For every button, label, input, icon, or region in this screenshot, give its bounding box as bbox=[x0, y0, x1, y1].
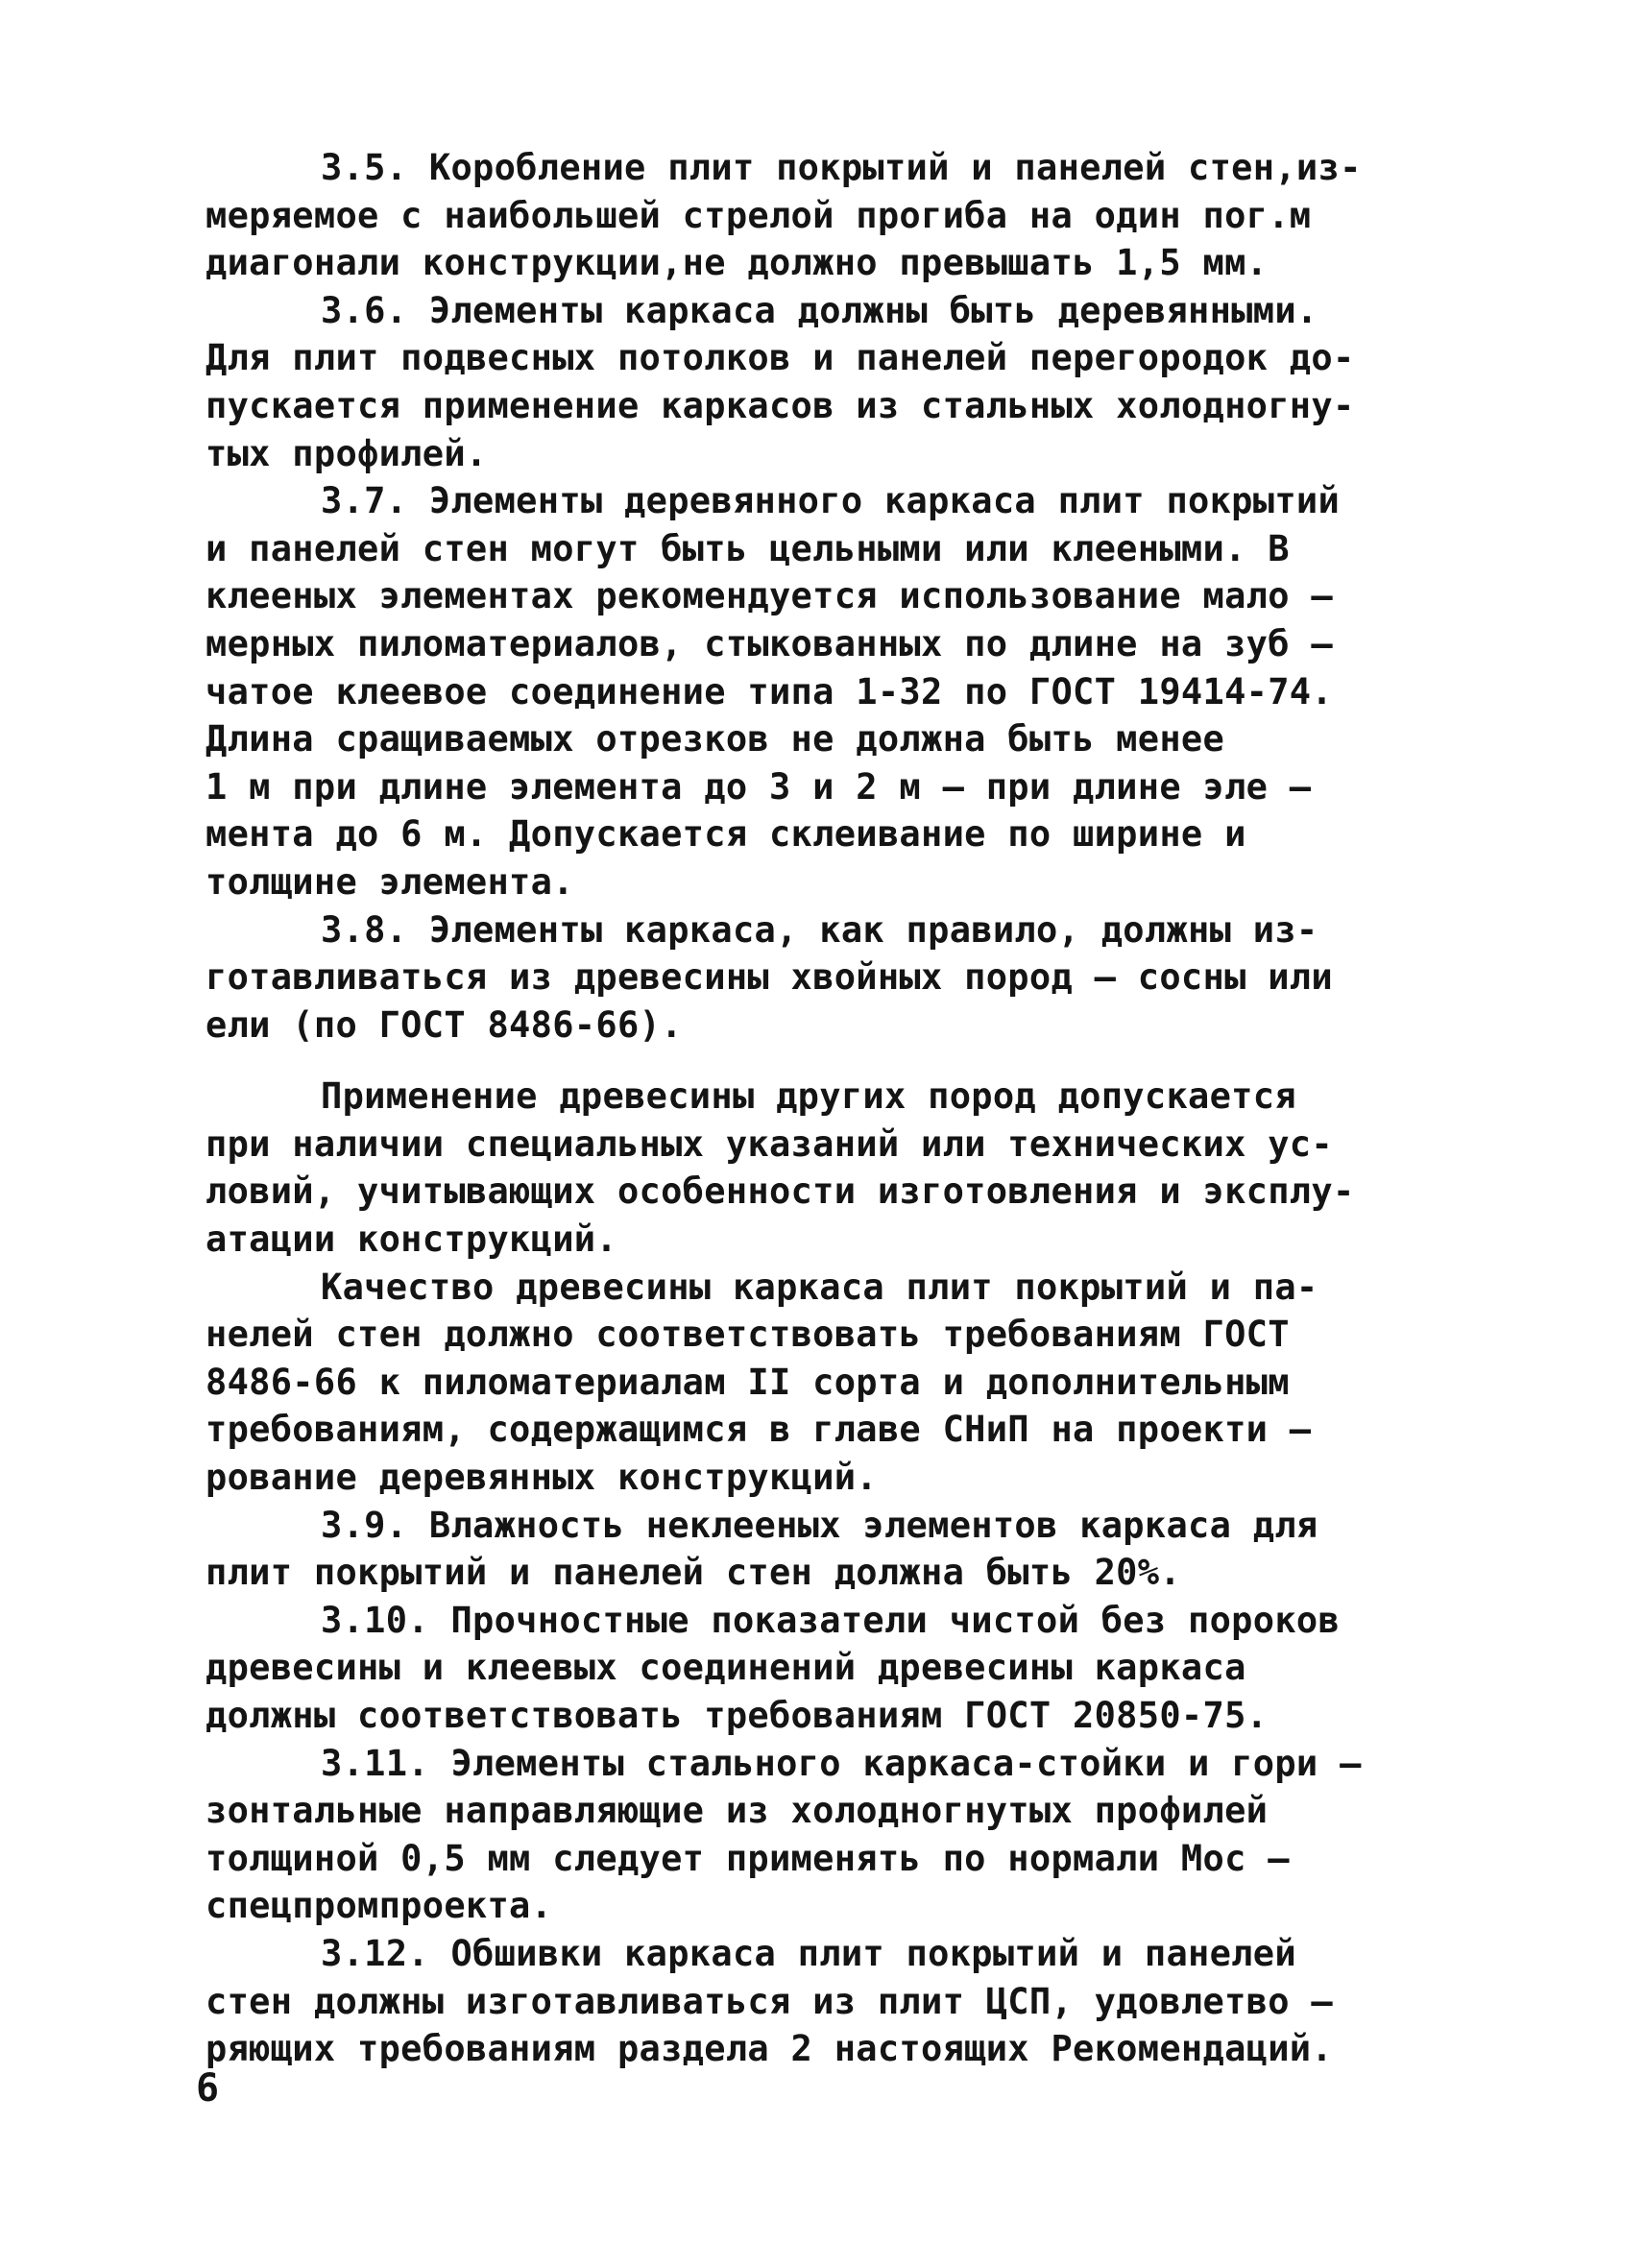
paragraph-3-5-line-2: меряемое с наибольшей стрелой прогиба на один пог.м bbox=[206, 194, 1312, 236]
paragraph-3-6-line-3: пускается применение каркасов из стальных холодногну- bbox=[206, 384, 1355, 426]
paragraph-3-7-line-8: мента до 6 м. Допускается склеивание по ширине и bbox=[206, 813, 1246, 856]
paragraph-3-8-line-1: 3.8. Элементы каркаса, как правило, должны из- bbox=[321, 908, 1318, 951]
paragraph-wood-quality-line-4: требованиям, содержащимся в главе СНиП на проекти – bbox=[206, 1409, 1312, 1451]
paragraph-3-5-line-3: диагонали конструкции,не должно превышать 1,5 мм. bbox=[206, 242, 1269, 284]
paragraph-3-9-line-1: 3.9. Влажность неклееных элементов каркаса для bbox=[321, 1504, 1318, 1546]
paragraph-3-10-line-1: 3.10. Прочностные показатели чистой без пороков bbox=[321, 1599, 1341, 1641]
paragraph-other-species-line-4: атации конструкций. bbox=[206, 1218, 617, 1261]
paragraph-other-species-line-3: ловий, учитывающих особенности изготовления и эксплу- bbox=[206, 1170, 1355, 1213]
paragraph-wood-quality-line-5: рование деревянных конструкций. bbox=[206, 1457, 878, 1499]
paragraph-3-12-line-2: стен должны изготавливаться из плит ЦСП, удовлетво – bbox=[206, 1980, 1333, 2022]
paragraph-3-11-line-3: толщиной 0,5 мм следует применять по нормали Мос – bbox=[206, 1837, 1290, 1879]
paragraph-3-7-line-6: Длина сращиваемых отрезков не должна быть менее bbox=[206, 718, 1225, 760]
paragraph-other-species-line-2: при наличии специальных указаний или технических ус- bbox=[206, 1122, 1333, 1165]
paragraph-3-5-line-1: 3.5. Коробление плит покрытий и панелей стен,из- bbox=[321, 147, 1362, 188]
paragraph-3-6-line-1: 3.6. Элементы каркаса должны быть деревянными. bbox=[321, 289, 1318, 331]
paragraph-3-10-line-2: древесины и клеевых соединений древесины каркаса bbox=[206, 1647, 1246, 1689]
paragraph-3-7-line-2: и панелей стен могут быть цельными или клееными. В bbox=[206, 527, 1290, 569]
paragraph-3-6-line-2: Для плит подвесных потолков и панелей перегородок до- bbox=[206, 337, 1355, 379]
paragraph-spacer bbox=[206, 1049, 1473, 1073]
paragraph-3-7-line-4: мерных пиломатериалов, стыкованных по длине на зуб – bbox=[206, 622, 1333, 664]
paragraph-3-9-line-2: плит покрытий и панелей стен должна быть 20%. bbox=[206, 1552, 1181, 1594]
paragraph-3-11-line-2: зонтальные направляющие из холодногнутых профилей bbox=[206, 1790, 1269, 1832]
paragraph-3-12-line-3: ряющих требованиям раздела 2 настоящих Рекомендаций. bbox=[206, 2028, 1333, 2070]
paragraph-wood-quality-line-1: Качество древесины каркаса плит покрытий и па- bbox=[321, 1266, 1318, 1308]
paragraph-3-7-line-1: 3.7. Элементы деревянного каркаса плит покрытий bbox=[321, 480, 1341, 522]
paragraph-3-11-line-4: спецпромпроекта. bbox=[206, 1885, 553, 1927]
paragraph-3-12-line-1: 3.12. Обшивки каркаса плит покрытий и панелей bbox=[321, 1932, 1296, 1974]
paragraph-wood-quality-line-2: нелей стен должно соответствовать требованиям ГОСТ bbox=[206, 1314, 1290, 1356]
paragraph-3-10-line-3: должны соответствовать требованиям ГОСТ 20850-75. bbox=[206, 1695, 1269, 1736]
page-number: 6 bbox=[196, 2066, 220, 2111]
paragraph-3-11-line-1: 3.11. Элементы стального каркаса-стойки и гори – bbox=[321, 1742, 1362, 1784]
paragraph-3-7-line-7: 1 м при длине элемента до 3 и 2 м – при длине эле – bbox=[206, 765, 1312, 808]
paragraph-3-7-line-9: толщине элемента. bbox=[206, 860, 574, 903]
paragraph-3-8-line-3: ели (по ГОСТ 8486-66). bbox=[206, 1003, 683, 1046]
paragraph-3-8-line-2: готавливаться из древесины хвойных пород – сосны или bbox=[206, 956, 1333, 999]
paragraph-3-7-line-5: чатое клеевое соединение типа 1-32 по ГОСТ 19414-74. bbox=[206, 670, 1333, 712]
paragraph-wood-quality-line-3: 8486-66 к пиломатериалам II сорта и дополнительным bbox=[206, 1361, 1290, 1403]
paragraph-3-6-line-4: тых профилей. bbox=[206, 432, 488, 474]
body-text bbox=[206, 144, 1473, 2073]
paragraph-3-7-line-3: клееных элементах рекомендуется использование мало – bbox=[206, 575, 1333, 617]
paragraph-other-species-line-1: Применение древесины других пород допускается bbox=[321, 1075, 1296, 1118]
